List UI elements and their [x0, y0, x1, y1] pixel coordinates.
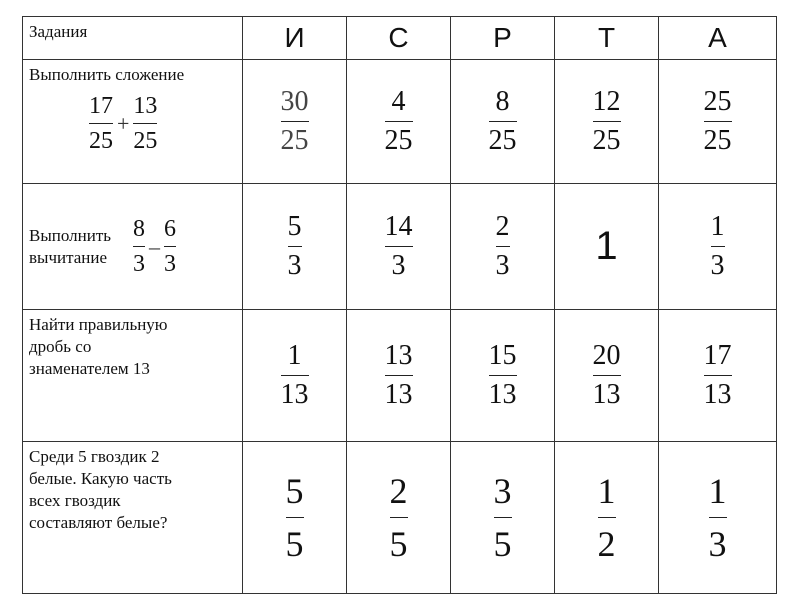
answer-fraction [288, 213, 302, 280]
answer-cell [555, 442, 659, 594]
fraction-bar [89, 123, 113, 124]
denominator: 2 [597, 524, 616, 564]
answer-cell [555, 184, 659, 310]
answer-cell [451, 442, 555, 594]
header-letter: А [708, 22, 727, 53]
answer-fraction [281, 88, 309, 155]
fraction-bar [704, 375, 732, 376]
answer-fraction [385, 342, 413, 409]
answer-cell [347, 184, 451, 310]
header-row [23, 17, 777, 60]
numerator: 15 [488, 340, 517, 371]
fraction-bar [390, 517, 408, 518]
task-row-proper-fraction [23, 310, 777, 442]
numerator: 8 [495, 86, 510, 117]
answer-fraction [385, 213, 413, 280]
task-text-line: белые. Какую часть [29, 469, 172, 488]
denominator: 3 [164, 251, 176, 277]
answer-cell [555, 310, 659, 442]
denominator: 3 [710, 250, 725, 281]
header-letter-a [659, 17, 777, 60]
answer-fraction [496, 213, 510, 280]
fraction-bar [133, 123, 157, 124]
fraction-bar [709, 517, 727, 518]
fraction-bar [288, 246, 302, 247]
answer-fraction [489, 342, 517, 409]
fraction-bar [281, 121, 309, 122]
answer-fraction [711, 213, 725, 280]
denominator: 25 [384, 125, 413, 156]
task-cell [23, 310, 243, 442]
fraction-bar [281, 375, 309, 376]
fraction [164, 217, 176, 276]
answer-fraction [704, 342, 732, 409]
fraction-bar [385, 375, 413, 376]
numerator: 2 [495, 211, 510, 242]
numerator: 4 [391, 86, 406, 117]
denominator: 25 [89, 128, 113, 154]
numerator: 1 [710, 211, 725, 242]
header-letter-i [243, 17, 347, 60]
operator: + [117, 110, 130, 136]
denominator: 13 [703, 379, 732, 410]
task-cell [23, 442, 243, 594]
answer-cell [243, 60, 347, 184]
numerator: 20 [592, 340, 621, 371]
task-text: Выполнить сложение [29, 65, 185, 84]
numerator: 17 [89, 93, 113, 119]
denominator: 13 [280, 379, 309, 410]
answer-cell [243, 184, 347, 310]
denominator: 5 [493, 524, 512, 564]
task-expression [133, 217, 176, 276]
answer-cell [347, 60, 451, 184]
answer-cell [659, 442, 777, 594]
denominator: 3 [287, 250, 302, 281]
numerator: 6 [164, 216, 176, 242]
task-row-addition [23, 60, 777, 184]
header-letter: С [388, 22, 409, 53]
answer-cell [659, 60, 777, 184]
answer-fraction [390, 473, 408, 562]
numerator: 1 [597, 471, 616, 511]
answer-cell [451, 60, 555, 184]
fraction [133, 217, 145, 276]
answer-fraction [286, 473, 304, 562]
denominator: 13 [384, 379, 413, 410]
task-text [29, 225, 111, 269]
numerator: 30 [280, 86, 309, 117]
denominator: 25 [703, 125, 732, 156]
task-text-line: Среди 5 гвоздик 2 [29, 447, 160, 466]
answer-fraction [598, 473, 616, 562]
task-table [22, 16, 777, 594]
fraction-bar [286, 517, 304, 518]
task-expression [89, 94, 236, 153]
answer-cell [659, 184, 777, 310]
fraction-bar [133, 246, 145, 247]
denominator: 5 [389, 524, 408, 564]
header-letter-r [451, 17, 555, 60]
task-text-line: Найти правильную [29, 315, 168, 334]
denominator: 13 [592, 379, 621, 410]
answer-cell [347, 442, 451, 594]
answer-fraction [704, 88, 732, 155]
denominator: 25 [592, 125, 621, 156]
fraction [133, 94, 157, 153]
task-text-line: знаменателем 13 [29, 359, 150, 378]
numerator: 1 [287, 340, 302, 371]
answer-fraction [593, 88, 621, 155]
answer-fraction [489, 88, 517, 155]
numerator: 2 [389, 471, 408, 511]
numerator: 3 [493, 471, 512, 511]
header-letter: Т [597, 22, 616, 53]
numerator: 12 [592, 86, 621, 117]
fraction-bar [489, 121, 517, 122]
denominator: 3 [495, 250, 510, 281]
task-content [29, 217, 236, 276]
denominator: 25 [280, 125, 309, 156]
answer-fraction [385, 88, 413, 155]
numerator: 25 [703, 86, 732, 117]
header-letter-s [347, 17, 451, 60]
answer-fraction [494, 473, 512, 562]
fraction-bar [704, 121, 732, 122]
numerator: 14 [384, 211, 413, 242]
numerator: 13 [384, 340, 413, 371]
denominator: 25 [488, 125, 517, 156]
task-text-line: всех гвоздик [29, 491, 121, 510]
answer-fraction [281, 342, 309, 409]
answer-fraction [593, 342, 621, 409]
answer-whole-number: 1 [595, 224, 618, 268]
answer-cell [243, 310, 347, 442]
answer-cell [451, 310, 555, 442]
fraction-bar [164, 246, 176, 247]
fraction-bar [494, 517, 512, 518]
task-text-line: составляют белые? [29, 513, 168, 532]
task-text-line: дробь со [29, 337, 92, 356]
task-row-carnations [23, 442, 777, 594]
operator: – [149, 233, 160, 259]
numerator: 1 [708, 471, 727, 511]
denominator: 5 [285, 524, 304, 564]
task-text-line: вычитание [29, 247, 108, 267]
task-cell [23, 184, 243, 310]
denominator: 3 [391, 250, 406, 281]
answer-cell [659, 310, 777, 442]
fraction-bar [711, 246, 725, 247]
header-letter: Р [493, 22, 512, 53]
numerator: 5 [285, 471, 304, 511]
answer-cell [347, 310, 451, 442]
task-cell [23, 60, 243, 184]
task-text-line: Выполнить [29, 225, 111, 245]
fraction-bar [385, 246, 413, 247]
numerator: 5 [287, 211, 302, 242]
fraction-bar [598, 517, 616, 518]
answer-fraction [709, 473, 727, 562]
fraction [89, 94, 113, 153]
denominator: 3 [708, 524, 727, 564]
header-task-label: Задания [23, 17, 243, 60]
fraction-bar [496, 246, 510, 247]
header-letter-t [555, 17, 659, 60]
fraction-bar [385, 121, 413, 122]
denominator: 25 [133, 128, 158, 154]
numerator: 8 [133, 216, 145, 242]
numerator: 13 [133, 93, 158, 119]
header-letter: И [284, 22, 305, 53]
fraction-bar [593, 375, 621, 376]
denominator: 3 [133, 251, 145, 277]
task-row-subtraction [23, 184, 777, 310]
answer-cell [555, 60, 659, 184]
denominator: 13 [488, 379, 517, 410]
fraction-bar [593, 121, 621, 122]
fraction-bar [489, 375, 517, 376]
numerator: 17 [703, 340, 732, 371]
answer-cell [451, 184, 555, 310]
answer-cell [243, 442, 347, 594]
